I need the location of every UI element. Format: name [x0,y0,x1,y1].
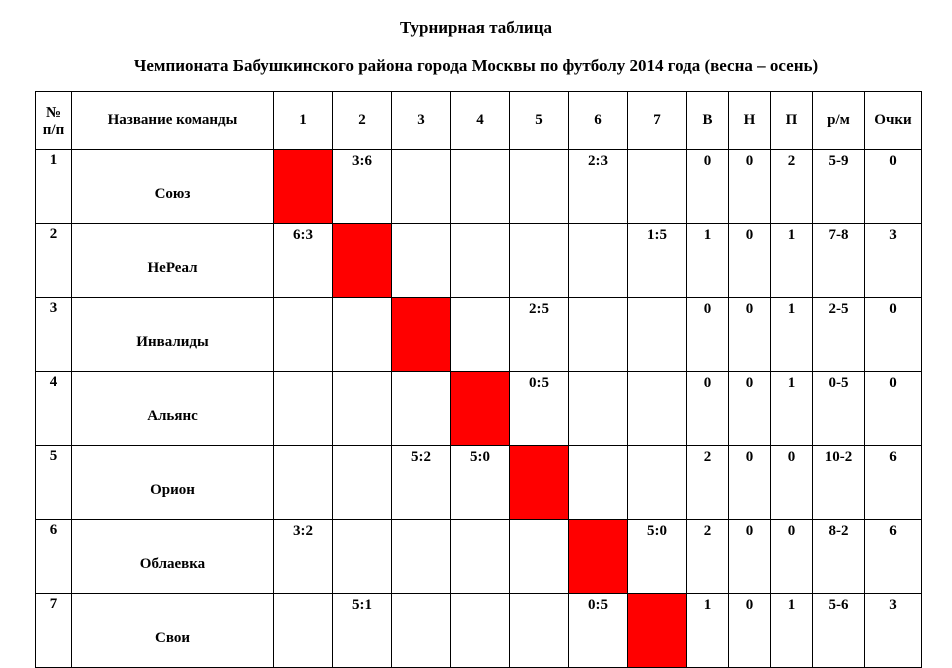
score-cell [510,520,569,594]
points-cell: 6 [865,520,922,594]
team-name: Альянс [72,372,274,446]
header-team: Название команды [72,92,274,150]
goals-cell: 5-9 [813,150,865,224]
team-name: Союз [72,150,274,224]
score-cell [569,372,628,446]
goals-cell: 2-5 [813,298,865,372]
row-number: 1 [36,150,72,224]
standings-body [36,150,922,668]
score-cell [628,372,687,446]
score-cell [333,446,392,520]
draws-cell: 0 [729,446,771,520]
wins-cell: 0 [687,150,729,224]
score-cell [451,224,510,298]
row-number: 7 [36,594,72,668]
score-cell [274,298,333,372]
points-cell: 0 [865,150,922,224]
points-cell: 3 [865,224,922,298]
draws-cell: 0 [729,150,771,224]
score-cell: 5:1 [333,594,392,668]
header-num [36,92,72,150]
score-cell [510,594,569,668]
score-cell [333,298,392,372]
score-cell [392,520,451,594]
score-cell [274,372,333,446]
score-cell [392,150,451,224]
page-subtitle: Чемпионата Бабушкинского района города Москвы по футболу 2014 года (весна – осень) [133,56,819,75]
diagonal-cell [510,446,569,520]
score-cell [333,372,392,446]
score-cell [451,520,510,594]
score-cell: 5:2 [392,446,451,520]
row-number: 5 [36,446,72,520]
team-name: Облаевка [72,520,274,594]
score-cell [274,446,333,520]
score-cell [628,446,687,520]
draws-cell: 0 [729,298,771,372]
table-row [36,520,922,594]
score-cell [333,520,392,594]
team-name: НеРеал [72,224,274,298]
score-cell [451,594,510,668]
header-num-line2: п/п [42,121,65,138]
score-cell [628,298,687,372]
points-cell: 6 [865,446,922,520]
table-row [36,446,922,520]
score-cell [569,298,628,372]
header-col-7: 7 [628,92,687,150]
row-number: 3 [36,298,72,372]
losses-cell: 0 [771,446,813,520]
wins-cell: 1 [687,224,729,298]
table-row [36,298,922,372]
wins-cell: 2 [687,446,729,520]
header-col-5: 5 [510,92,569,150]
standings-table [35,91,922,668]
score-cell [569,224,628,298]
diagonal-cell [628,594,687,668]
losses-cell: 1 [771,224,813,298]
table-row [36,372,922,446]
score-cell: 3:6 [333,150,392,224]
header-row [36,92,922,150]
score-cell: 3:2 [274,520,333,594]
score-cell [392,594,451,668]
score-cell [392,372,451,446]
score-cell: 2:3 [569,150,628,224]
wins-cell: 1 [687,594,729,668]
header-num-line1: № [45,104,62,121]
row-number: 2 [36,224,72,298]
goals-cell: 0-5 [813,372,865,446]
page-title: Турнирная таблица [400,18,552,37]
wins-cell: 0 [687,298,729,372]
header-col-2: 2 [333,92,392,150]
row-number: 6 [36,520,72,594]
score-cell: 0:5 [569,594,628,668]
diagonal-cell [392,298,451,372]
table-row [36,224,922,298]
wins-cell: 0 [687,372,729,446]
team-name: Свои [72,594,274,668]
draws-cell: 0 [729,594,771,668]
header-losses: П [771,92,813,150]
losses-cell: 1 [771,298,813,372]
goals-cell: 5-6 [813,594,865,668]
points-cell: 0 [865,298,922,372]
score-cell [510,150,569,224]
row-number: 4 [36,372,72,446]
goals-cell: 10-2 [813,446,865,520]
score-cell: 1:5 [628,224,687,298]
score-cell [510,224,569,298]
draws-cell: 0 [729,520,771,594]
draws-cell: 0 [729,224,771,298]
losses-cell: 0 [771,520,813,594]
score-cell [274,594,333,668]
score-cell: 5:0 [451,446,510,520]
diagonal-cell [274,150,333,224]
score-cell [392,224,451,298]
losses-cell: 1 [771,594,813,668]
header-wins: В [687,92,729,150]
team-name: Инвалиды [72,298,274,372]
losses-cell: 2 [771,150,813,224]
diagonal-cell [451,372,510,446]
score-cell [451,150,510,224]
header-col-3: 3 [392,92,451,150]
points-cell: 3 [865,594,922,668]
score-cell [628,150,687,224]
losses-cell: 1 [771,372,813,446]
score-cell: 6:3 [274,224,333,298]
diagonal-cell [333,224,392,298]
score-cell [569,446,628,520]
goals-cell: 7-8 [813,224,865,298]
wins-cell: 2 [687,520,729,594]
table-row [36,594,922,668]
draws-cell: 0 [729,372,771,446]
header-col-4: 4 [451,92,510,150]
diagonal-cell [569,520,628,594]
header-draws: Н [729,92,771,150]
score-cell: 2:5 [510,298,569,372]
goals-cell: 8-2 [813,520,865,594]
team-name: Орион [72,446,274,520]
points-cell: 0 [865,372,922,446]
header-goals: р/м [813,92,865,150]
header-col-1: 1 [274,92,333,150]
header-points: Очки [865,92,922,150]
table-row [36,150,922,224]
score-cell [451,298,510,372]
score-cell: 5:0 [628,520,687,594]
header-col-6: 6 [569,92,628,150]
score-cell: 0:5 [510,372,569,446]
